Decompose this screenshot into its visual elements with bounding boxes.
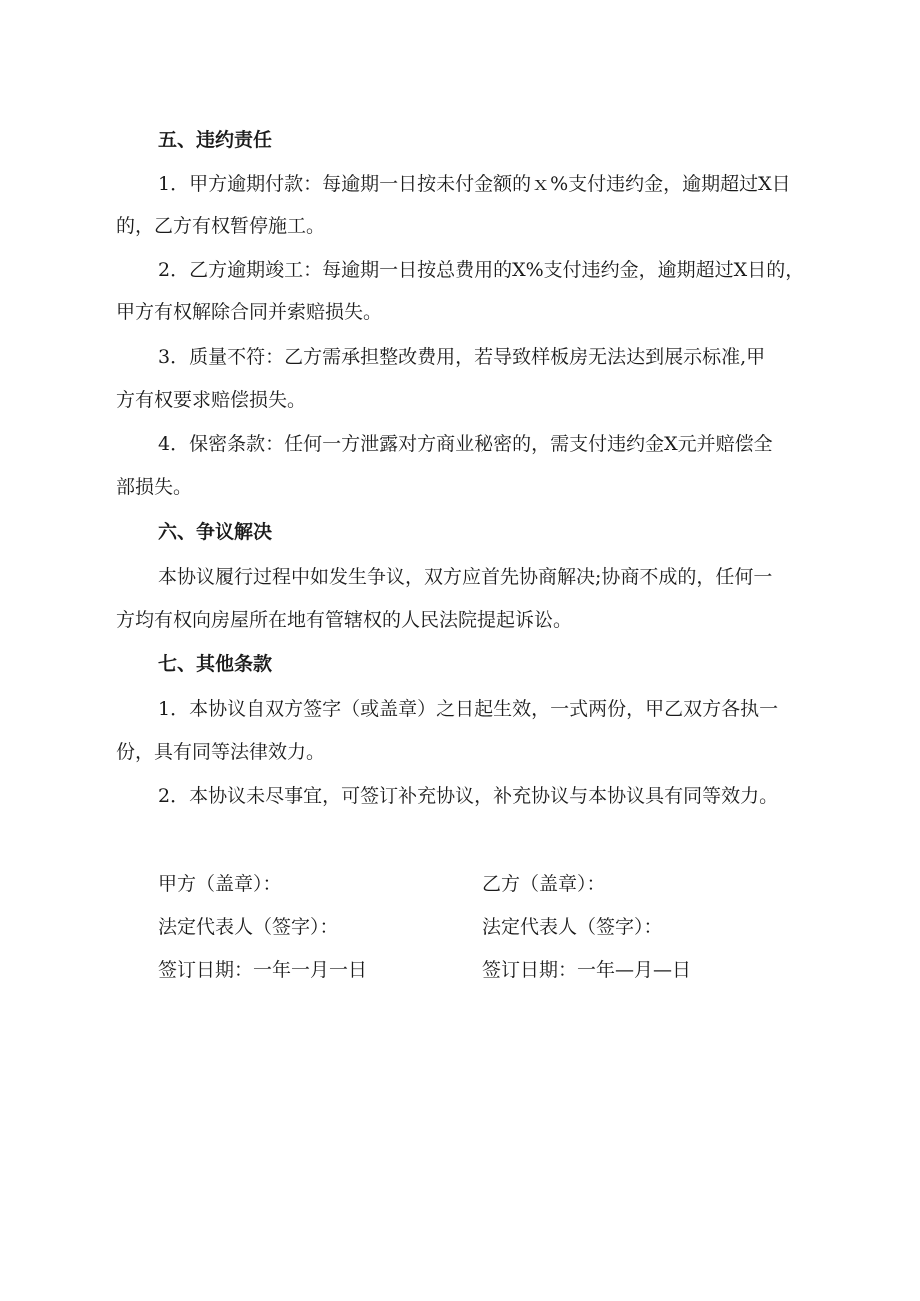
section-5-item-2-line-2: 甲方有权解除合同并索赔损失。	[116, 301, 383, 323]
section-7-item-2-line-1: 2．本协议未尽事宜，可签订补充协议，补充协议与本协议具有同等效力。	[158, 785, 779, 807]
section-5-item-4-line-2: 部损失。	[116, 476, 193, 498]
section-5-title: 五、违约责任	[158, 129, 273, 151]
party-b-date-label: 签订日期：一年—月—日	[482, 959, 692, 981]
section-6-title: 六、争议解决	[158, 521, 273, 543]
section-7-item-1-line-1: 1．本协议自双方签字（或盖章）之日起生效，一式两份，甲乙双方各执一	[158, 698, 779, 720]
party-a-date-label: 签订日期：一年一月一日	[158, 959, 368, 981]
section-7-item-1-line-2: 份，具有同等法律效力。	[116, 741, 326, 763]
section-5-item-2-line-1: 2．乙方逾期竣工：每逾期一日按总费用的X%支付违约金，逾期超过X日的，	[158, 259, 805, 281]
section-7-title: 七、其他条款	[158, 653, 273, 675]
section-5-item-1-line-2: 的，乙方有权暂停施工。	[116, 215, 326, 237]
party-a-seal-label: 甲方（盖章）：	[158, 873, 282, 895]
section-5-item-4-line-1: 4．保密条款：任何一方泄露对方商业秘密的，需支付违约金X元并赔偿全	[158, 433, 773, 455]
section-6-para-line-1: 本协议履行过程中如发生争议，双方应首先协商解决;协商不成的，任何一	[158, 566, 773, 588]
party-b-seal-label: 乙方（盖章）：	[482, 873, 606, 895]
party-b-representative-label: 法定代表人（签字）：	[482, 916, 663, 938]
section-6-para-line-2: 方均有权向房屋所在地有管辖权的人民法院提起诉讼。	[116, 609, 573, 631]
party-a-representative-label: 法定代表人（签字）：	[158, 916, 339, 938]
section-5-item-3-line-2: 方有权要求赔偿损失。	[116, 389, 307, 411]
section-5-item-1-line-1: 1．甲方逾期付款：每逾期一日按未付金额的ｘ%支付违约金，逾期超过X日	[158, 173, 791, 195]
section-5-item-3-line-1: 3．质量不符：乙方需承担整改费用，若导致样板房无法达到展示标准,甲	[158, 346, 766, 368]
